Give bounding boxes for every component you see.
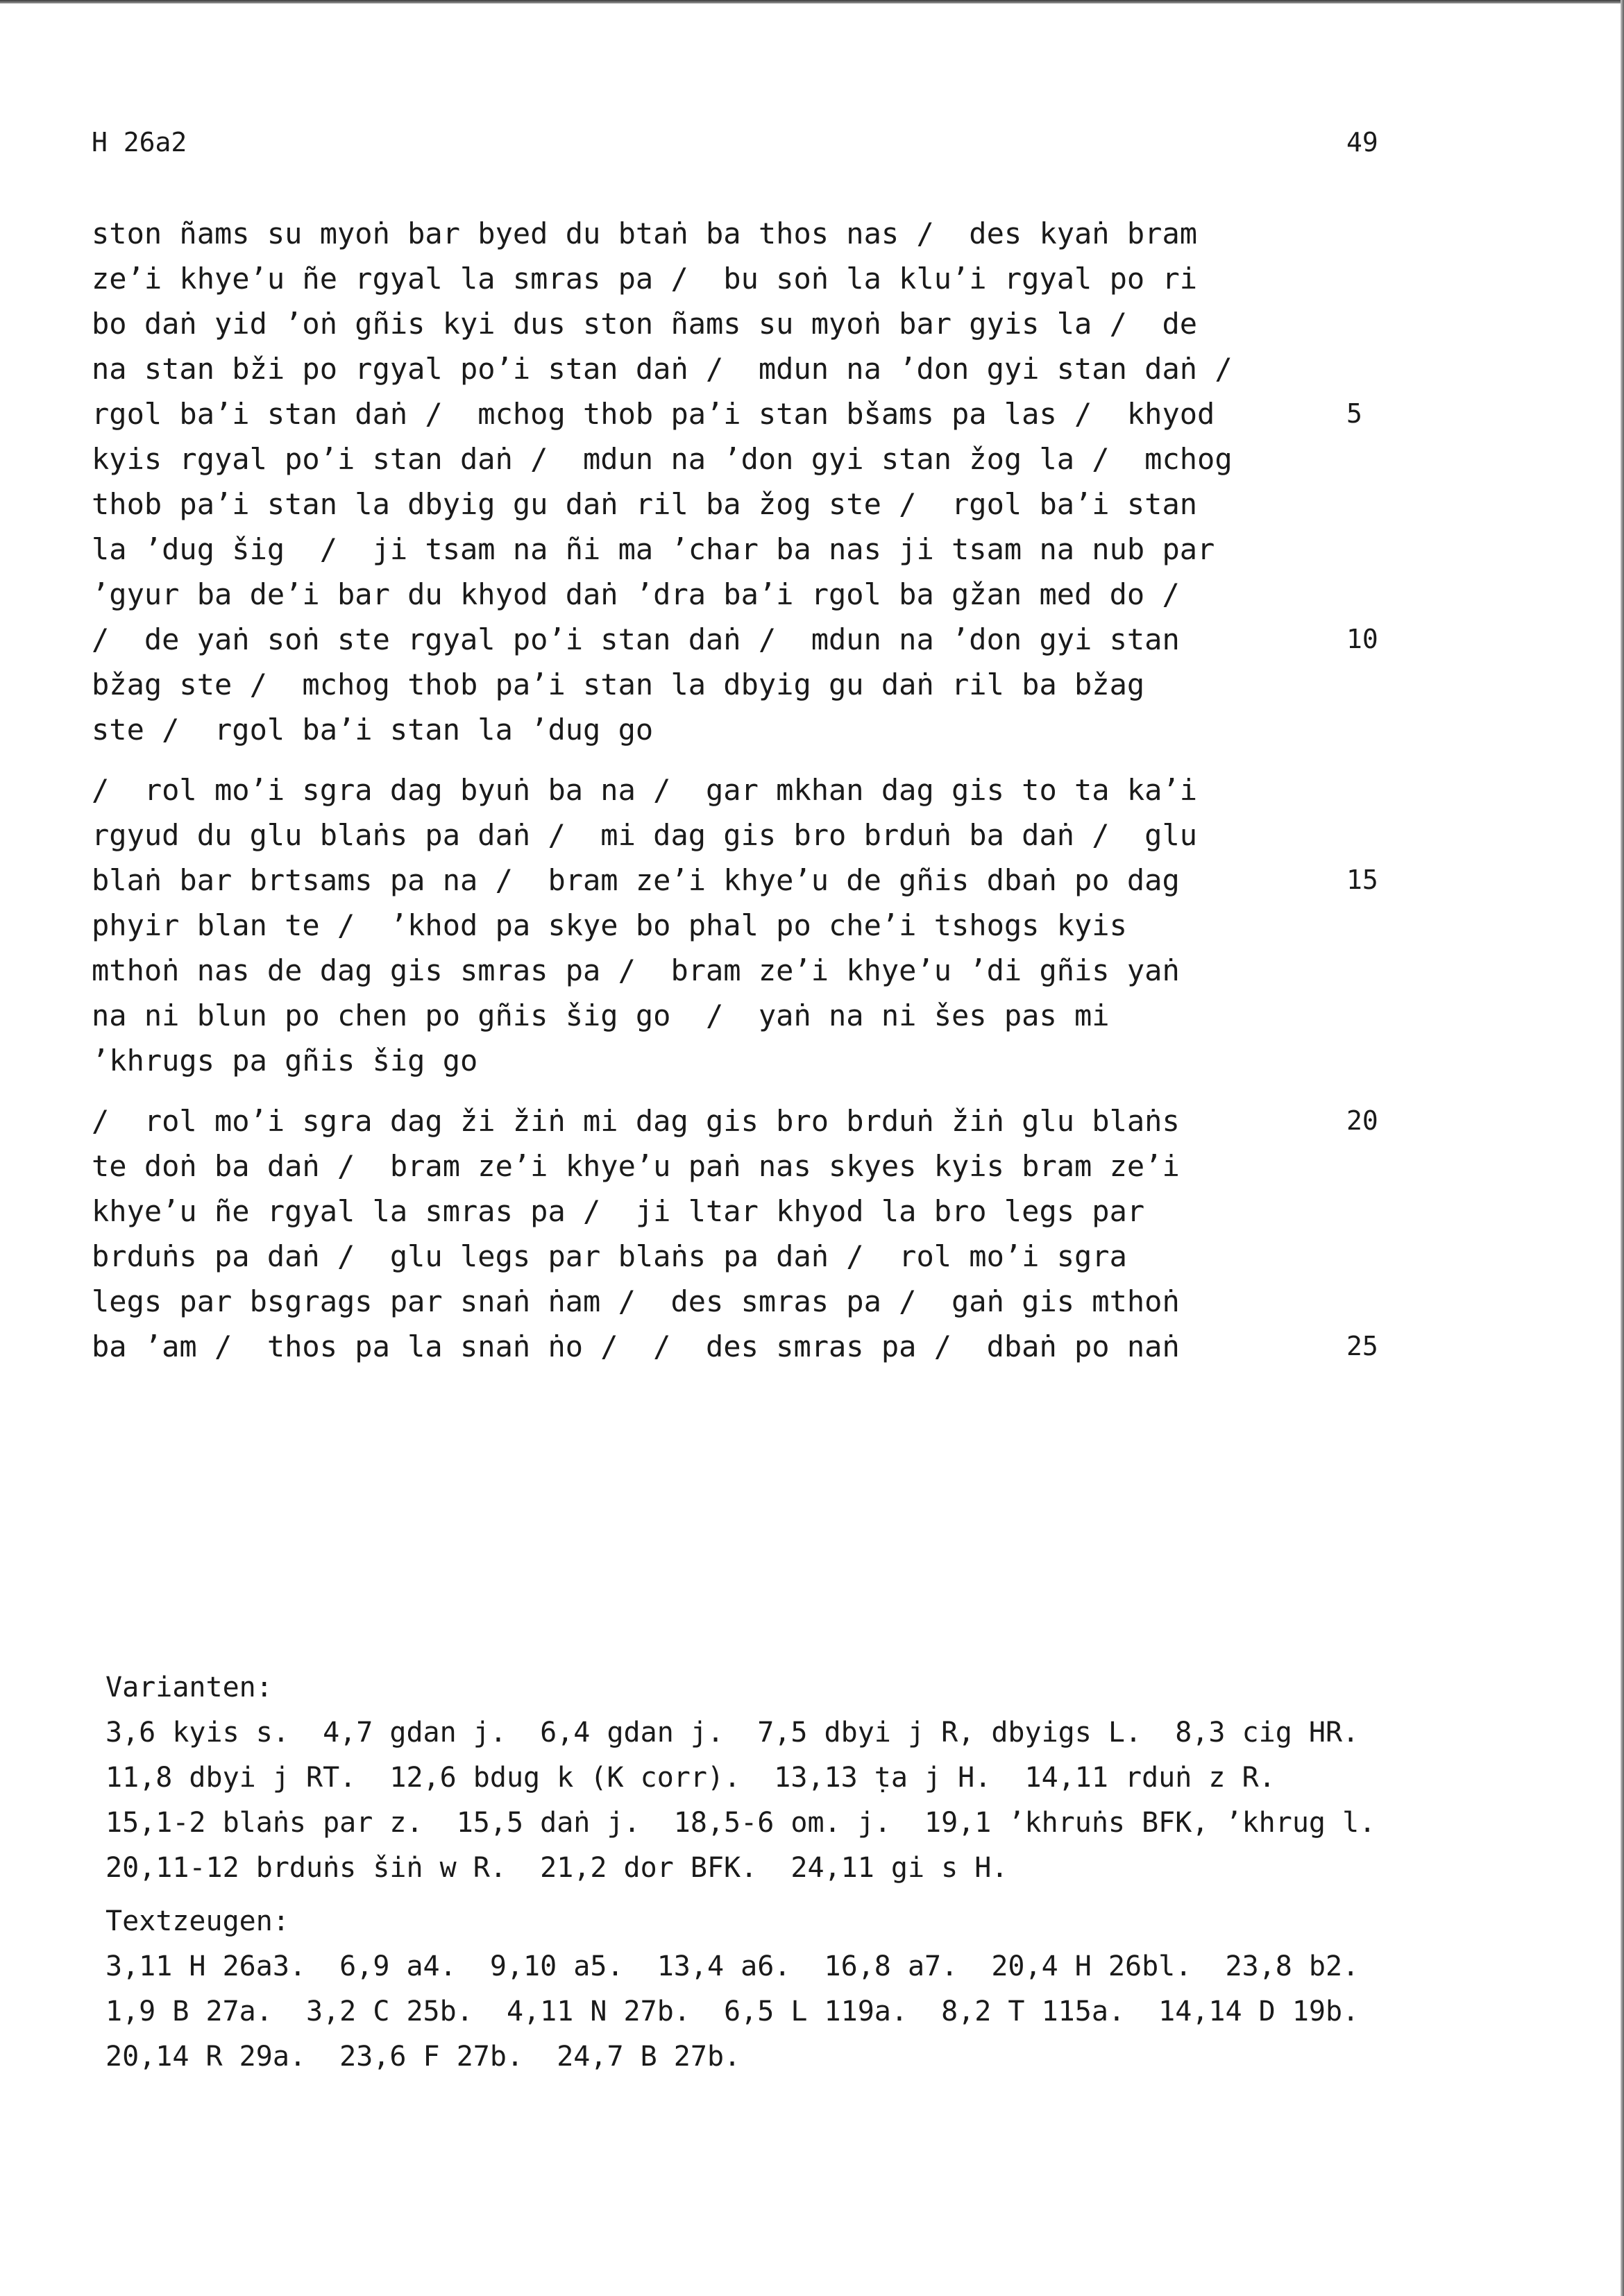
text-line-content: ston ñams su myoṅ bar byed du btaṅ ba thos nas / des kyaṅ bram <box>92 216 1198 250</box>
text-line <box>92 391 1382 436</box>
witnesses-text-secondary: 1,9 B 27a. 3,2 C 25b. 4,11 N 27b. 6,5 L 119a. 8,2 T 115a. 14,14 D 19b. 20,14 R 29a. 23,6 F 27b. 24,7 B 27b. <box>105 1996 1393 2073</box>
witnesses-section <box>105 1899 1393 2080</box>
text-line-content: te doṅ ba daṅ / bram ze’i khye’u paṅ nas skyes kyis bram ze’i <box>92 1149 1180 1183</box>
line-number: 25 <box>1346 1331 1378 1361</box>
text-line-content: mthoṅ nas de dag gis smras pa / bram ze’i khye’u ’di gñis yaṅ <box>92 953 1180 987</box>
text-line <box>92 993 1382 1038</box>
text-line <box>92 948 1382 993</box>
text-line-content: blaṅ bar brtsams pa na / bram ze’i khye’u de gñis dbaṅ po dag <box>92 863 1180 897</box>
text-line <box>92 572 1382 617</box>
text-line-content: ze’i khye’u ñe rgyal la smras pa / bu soṅ la klu’i rgyal po ri <box>92 262 1198 296</box>
text-line <box>92 527 1382 572</box>
text-line <box>92 767 1382 813</box>
text-line-content: kyis rgyal po’i stan daṅ / mdun na ’don gyi stan žog la / mchog <box>92 442 1233 476</box>
edited-text-body <box>92 211 1382 1369</box>
text-line-content: khye’u ñe rgyal la smras pa / ji ltar khyod la bro legs par <box>92 1194 1145 1228</box>
text-line-content: bžag ste / mchog thob pa’i stan la dbyig gu daṅ ril ba bžag <box>92 667 1145 701</box>
text-line-content: / rol mo’i sgra dag ži žiṅ mi dag gis bro brduṅ žiṅ glu blaṅs <box>92 1104 1180 1138</box>
text-line <box>92 211 1382 256</box>
text-line-content: na stan bži po rgyal po’i stan daṅ / mdun na ’don gyi stan daṅ / <box>92 352 1233 386</box>
text-line <box>92 482 1382 527</box>
text-line-content: thob pa’i stan la dbyig gu daṅ ril ba žog ste / rgol ba’i stan <box>92 487 1198 521</box>
text-line-content: brduṅs pa daṅ / glu legs par blaṅs pa daṅ / rol mo’i sgra <box>92 1239 1127 1273</box>
text-line <box>92 436 1382 482</box>
text-line-content: ’khrugs pa gñis šig go <box>92 1044 478 1078</box>
text-line-content: / rol mo’i sgra dag byuṅ ba na / gar mkhan dag gis to ta ka’i <box>92 773 1198 807</box>
text-line-content: rgyud du glu blaṅs pa daṅ / mi dag gis bro brduṅ ba daṅ / glu <box>92 818 1198 852</box>
text-line <box>92 858 1382 903</box>
text-line-content: / de yaṅ soṅ ste rgyal po’i stan daṅ / mdun na ’don gyi stan <box>92 622 1180 656</box>
text-line <box>92 813 1382 858</box>
text-line <box>92 1098 1382 1143</box>
text-line <box>92 617 1382 662</box>
line-number: 5 <box>1346 398 1362 429</box>
witnesses-text-primary: 3,11 H 26a3. 6,9 a4. 9,10 a5. 13,4 a6. 16,8 a7. 20,4 H 26bl. 23,8 b2. <box>105 1950 1360 1982</box>
text-line <box>92 256 1382 301</box>
scan-right-edge <box>1621 0 1624 2296</box>
variants-text: 3,6 kyis s. 4,7 gdan j. 6,4 gdan j. 7,5 dbyi j R, dbyigs L. 8,3 cig HR. 11,8 dbyi j RT. 12,6 bdug k (K corr). 13,13 ṭa j H. 14,11 rduṅ z R. 15,1-2 blaṅs par z. 15,5 daṅ j. 18,5-6 om. j. 19,1 ’khruṅs BFK, ’khrug l. 20,11-12 brduṅs šiṅ w R. 21,2 dor BFK. 24,11 gi s H. <box>105 1717 1410 1884</box>
line-number: 15 <box>1346 865 1378 895</box>
text-line <box>92 1234 1382 1279</box>
text-line <box>92 707 1382 752</box>
text-line <box>92 903 1382 948</box>
manuscript-folio-label: H 26a2 <box>92 127 187 158</box>
text-line <box>92 301 1382 346</box>
text-line <box>92 1189 1382 1234</box>
text-line <box>92 1143 1382 1189</box>
critical-apparatus <box>105 1665 1410 2088</box>
text-line <box>92 662 1382 707</box>
text-line-content: phyir blan te / ’khod pa skye bo phal po che’i tshogs kyis <box>92 908 1127 942</box>
text-line-content: ba ’am / thos pa la snaṅ ṅo / / des smras pa / dbaṅ po naṅ <box>92 1329 1180 1363</box>
variants-section <box>105 1665 1410 1891</box>
text-line <box>92 346 1382 391</box>
text-line <box>92 1324 1382 1369</box>
variants-heading: Varianten: <box>105 1672 273 1703</box>
line-number: 20 <box>1346 1105 1378 1136</box>
text-line-content: rgol ba’i stan daṅ / mchog thob pa’i stan bšams pa las / khyod <box>92 397 1215 431</box>
line-number: 10 <box>1346 624 1378 654</box>
text-line <box>92 1038 1382 1083</box>
page-number: 49 <box>1346 127 1378 158</box>
text-line-content: ’gyur ba de’i bar du khyod daṅ ’dra ba’i rgol ba gžan med do / <box>92 577 1180 611</box>
scan-top-edge <box>0 0 1624 3</box>
text-line-content: na ni blun po chen po gñis šig go / yaṅ na ni šes pas mi <box>92 998 1110 1032</box>
witnesses-heading: Textzeugen: <box>105 1905 289 1937</box>
text-line-content: legs par bsgrags par snaṅ ṅam / des smras pa / gaṅ gis mthoṅ <box>92 1284 1180 1318</box>
text-line <box>92 1279 1382 1324</box>
text-line-content: la ’dug šig / ji tsam na ñi ma ’char ba nas ji tsam na nub par <box>92 532 1215 566</box>
text-line-content: ste / rgol ba’i stan la ’dug go <box>92 713 654 747</box>
text-line-content: bo daṅ yid ’oṅ gñis kyi dus ston ñams su myoṅ bar gyis la / de <box>92 307 1198 341</box>
